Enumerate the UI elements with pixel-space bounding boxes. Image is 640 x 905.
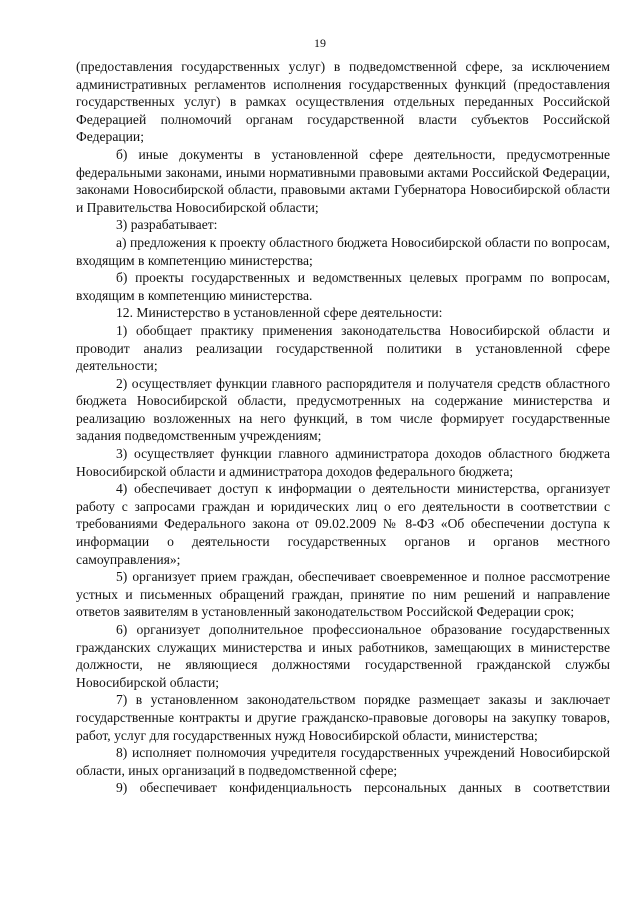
paragraph-item-7: 7) в установленном законодательством порядке размещает заказы и заключает государственные контракты и другие гражданско-правовые договоры на закупку товаров, работ, услуг для государственных нужд Новосибирской области, министерства; [76, 692, 610, 743]
paragraph-item-b-other-documents: б) иные документы в установленной сфере деятельности, предусмотренные федеральными законами, иными нормативными правовыми актами Российской Федерации, законами Новосибирской области, правовыми актами Губернатора Новосибирской области и Правительства Новосибирской области; [76, 146, 610, 215]
paragraph-item-3-develops: 3) разрабатывает: [116, 217, 218, 233]
paragraph-item-2: 2) осуществляет функции главного распорядителя и получателя средств областного бюджета Новосибирской области, предусмотренных на содержание министерства и реализацию возложенных на него функций, в том числе формирует государственные задания подведомственным учреждениям; [76, 375, 610, 444]
paragraph-continuation: (предоставления государственных услуг) в подведомственной сфере, за исключением административных регламентов исполнения государственных функций (предоставления государственных услуг) в рамках осуществления отдельных переданных Российской Федерацией полномочий органам государственной власти субъектов Российской Федерации; [76, 59, 610, 145]
paragraph-item-3: 3) осуществляет функции главного администратора доходов областного бюджета Новосибирской области и администратора доходов федерального бюджета; [76, 446, 610, 479]
paragraph-item-9: 9) обеспечивает конфиденциальность персональных данных в соответствии [116, 780, 610, 796]
paragraph-item-b-target-programs: б) проекты государственных и ведомственных целевых программ по вопросам, входящим в компетенцию министерства. [76, 270, 610, 303]
paragraph-item-6: 6) организует дополнительное профессиональное образование государственных гражданских служащих министерства и иных работников, замещающих в министерстве должности, не являющиеся должностями государственной гражданской службы Новосибирской области; [76, 622, 610, 690]
paragraph-item-4: 4) обеспечивает доступ к информации о деятельности министерства, организует работу с запросами граждан и юридических лиц о его деятельности в соответствии с требованиями Федерального закона от 09.02.2009 № 8-ФЗ «Об обеспечении доступа к информации о деятельности государственных органов и органов местного самоуправления»; [76, 481, 610, 567]
paragraph-item-5: 5) организует прием граждан, обеспечивает своевременное и полное рассмотрение устных и письменных обращений граждан, принятие по ним решений и направление ответов заявителям в установленный законодательством Российской Федерации срок; [76, 569, 610, 620]
document-body [76, 58, 610, 797]
paragraph-item-a-budget-proposals: а) предложения к проекту областного бюджета Новосибирской области по вопросам, входящим в компетенцию министерства; [76, 234, 610, 268]
paragraph-section-12: 12. Министерство в установленной сфере деятельности: [116, 305, 443, 321]
paragraph-item-1: 1) обобщает практику применения законодательства Новосибирской области и проводит анализ реализации государственной политики в установленной сфере деятельности; [76, 322, 610, 374]
page-number: 19 [314, 36, 326, 50]
paragraph-item-8: 8) исполняет полномочия учредителя государственных учреждений Новосибирской области, иных организаций в подведомственной сфере; [76, 745, 610, 778]
